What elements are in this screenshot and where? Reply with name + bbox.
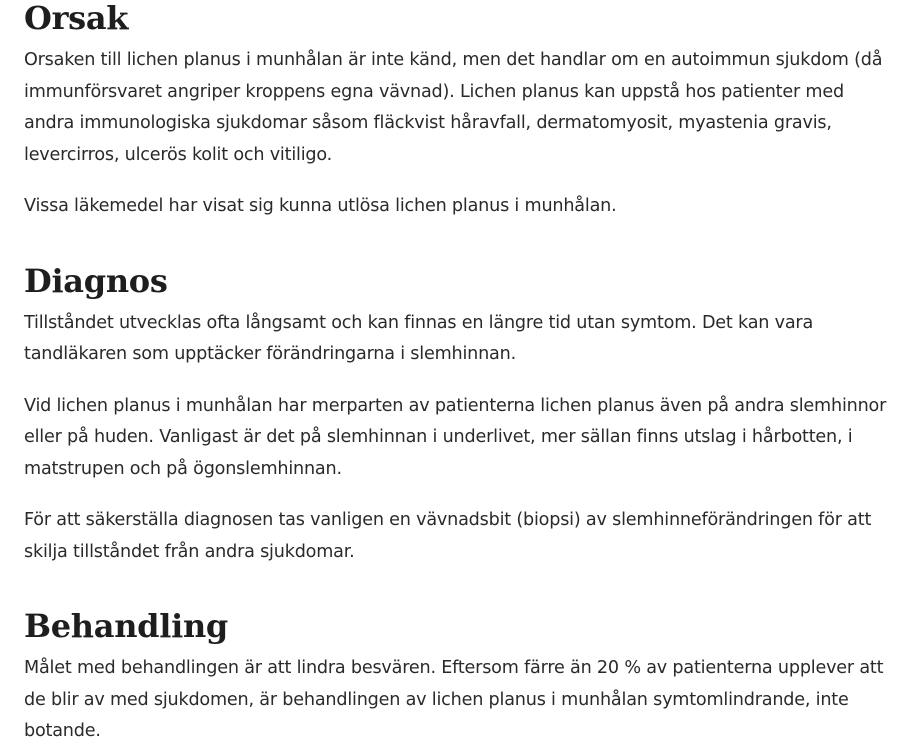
section-heading-behandling: Behandling bbox=[24, 607, 229, 645]
paragraph: Orsaken till lichen planus i munhålan är inte känd, men det handlar om en autoimmun sjukdom (då immunförsvaret angriper kroppens egna vävnad). Lichen planus kan uppstå hos patienter med andra immunologiska sjukdomar såsom fläckvist håravfall, dermatomyosit, myastenia gravis, levercirros, ulcerös kolit och vitiligo. bbox=[24, 50, 883, 165]
paragraph: Målet med behandlingen är att lindra besvären. Eftersom färre än 20 % av patienterna upplever att de blir av med sjukdomen, är behandlingen av lichen planus i munhålan symtomlindrande, inte botande. bbox=[24, 658, 884, 741]
paragraph: Vid lichen planus i munhålan har merparten av patienterna lichen planus även på andra slemhinnor eller på huden. Vanligast är det på slemhinnan i underlivet, mer sällan finns utslag i hårbotten, i matstrupen och på ögonslemhinnan. bbox=[24, 395, 887, 479]
section-heading-diagnos: Diagnos bbox=[24, 261, 168, 300]
section-heading-orsak: Orsak bbox=[24, 0, 129, 37]
article-body bbox=[24, 0, 894, 748]
paragraph: Vissa läkemedel har visat sig kunna utlösa lichen planus i munhålan. bbox=[24, 196, 617, 216]
paragraph: För att säkerställa diagnosen tas vanligen en vävnadsbit (biopsi) av slemhinneförändringen för att skilja tillståndet från andra sjukdomar. bbox=[24, 510, 872, 562]
paragraph: Tillståndet utvecklas ofta långsamt och kan finnas en längre tid utan symtom. Det kan vara tandläkaren som upptäcker förändringarna i slemhinnan. bbox=[24, 312, 814, 364]
